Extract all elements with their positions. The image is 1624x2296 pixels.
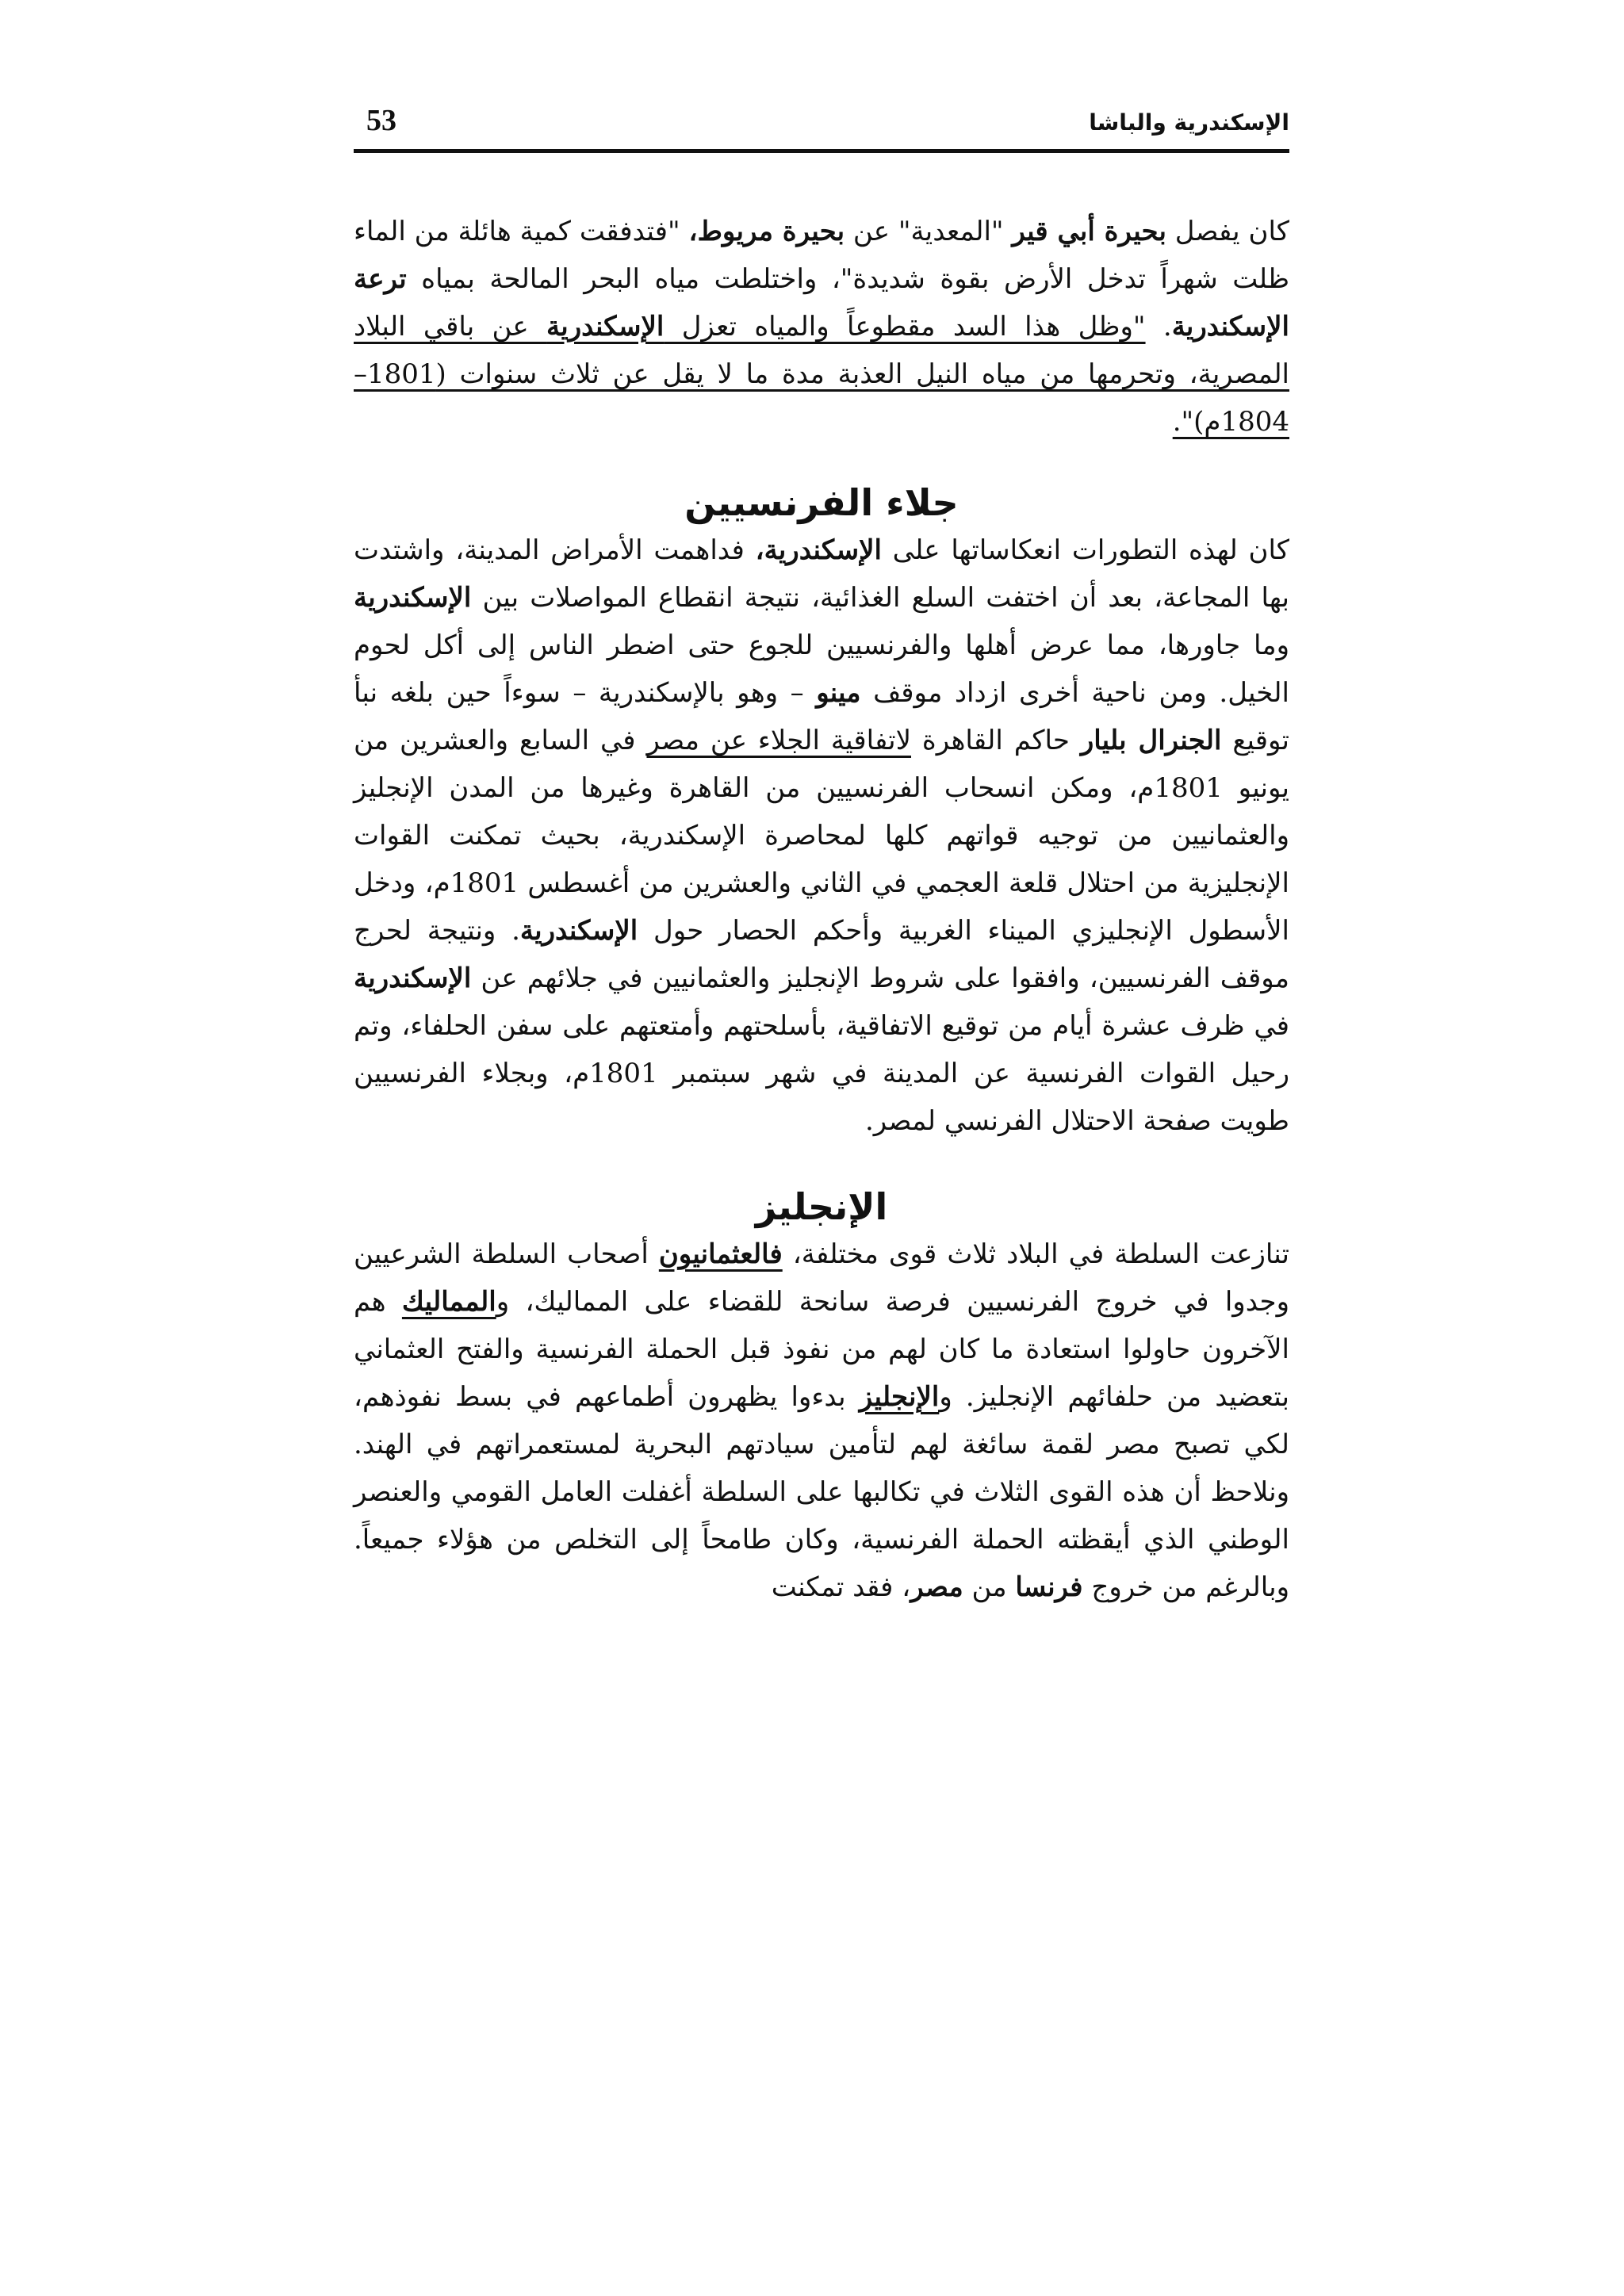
- paragraph-english: تنازعت السلطة في البلاد ثلاث قوى مختلفة، فالعثمانيون أصحاب السلطة الشرعيين وجدوا في خروج الفرنسيين فرصة سانحة للقضاء على المماليك، والمماليك هم الآخرون حاولوا استعادة ما كان لهم من نفوذ قبل الحملة الفرنسية والفتح العثماني بتعضيد من حلفائهم الإنجليز. والإنجليز بدءوا يظهرون أطماعهم في بسط نفوذهم، لكي تصبح مصر لقمة سائغة لهم لتأمين سيادتهم البحرية لمستعمراتهم في الهند. ونلاحظ أن هذه القوى الثلاث في تكالبها على السلطة أغفلت العامل القومي والعنصر الوطني الذي أيقظته الحملة الفرنسية، وكان طامحاً إلى التخلص من هؤلاء جميعاً. وبالرغم من خروج فرنسا من مصر، فقد تمكنت: [354, 1238, 1289, 1603]
- paragraph-intro: كان يفصل بحيرة أبي قير "المعدية" عن بحيرة مريوط، "فتدفقت كمية هائلة من الماء ظلت شهراً تدخل الأرض بقوة شديدة"، واختلطت مياه البحر المالحة بمياه ترعة الإسكندرية. "وظل هذا السد مقطوعاً والمياه تعزل الإسكندرية عن باقي البلاد المصرية، وتحرمها من مياه النيل العذبة مدة ما لا يقل عن ثلاث سنوات (1801– 1804م)".: [354, 216, 1290, 438]
- page-number: 53: [366, 104, 396, 137]
- page-header: [354, 101, 1289, 153]
- section-heading-french-withdrawal: جلاء الفرنسيين: [684, 481, 959, 524]
- underlined-quote: "وظل هذا السد مقطوعاً والمياه تعزل الإسكندرية عن باقي البلاد المصرية، وتحرمها من مياه النيل العذبة مدة ما لا يقل عن ثلاث سنوات (1801– 1804م)".: [354, 311, 1289, 438]
- paragraph-french-withdrawal: كان لهذه التطورات انعكاساتها على الإسكندرية، فداهمت الأمراض المدينة، واشتدت بها المجاعة، بعد أن اختفت السلع الغذائية، نتيجة انقطاع المواصلات بين الإسكندرية وما جاورها، مما عرض أهلها والفرنسيين للجوع حتى اضطر الناس إلى أكل لحوم الخيل. ومن ناحية أخرى ازداد موقف مينو – وهو بالإسكندرية – سوءاً حين بلغه نبأ توقيع الجنرال بليار حاكم القاهرة لاتفاقية الجلاء عن مصر في السابع والعشرين من يونيو 1801م، ومكن انسحاب الفرنسيين من القاهرة وغيرها من المدن الإنجليز والعثمانيين من توجيه قواتهم كلها لمحاصرة الإسكندرية، بحيث تمكنت القوات الإنجليزية من احتلال قلعة العجمي في الثاني والعشرين من أغسطس 1801م، ودخل الأسطول الإنجليزي الميناء الغربية وأحكم الحصار حول الإسكندرية. ونتيجة لحرج موقف الفرنسيين، وافقوا على شروط الإنجليز والعثمانيين في جلائهم عن الإسكندرية في ظرف عشرة أيام من توقيع الاتفاقية، بأسلحتهم وأمتعتهم على سفن الحلفاء، وتم رحيل القوات الفرنسية عن المدينة في شهر سبتمبر 1801م، وبجلاء الفرنسيين طويت صفحة الاحتلال الفرنسي لمصر.: [354, 534, 1290, 1137]
- page-body: [354, 208, 1289, 1611]
- section-heading-english: الإنجليز: [755, 1185, 888, 1228]
- running-title: الإسكندرية والباشا: [1089, 109, 1289, 136]
